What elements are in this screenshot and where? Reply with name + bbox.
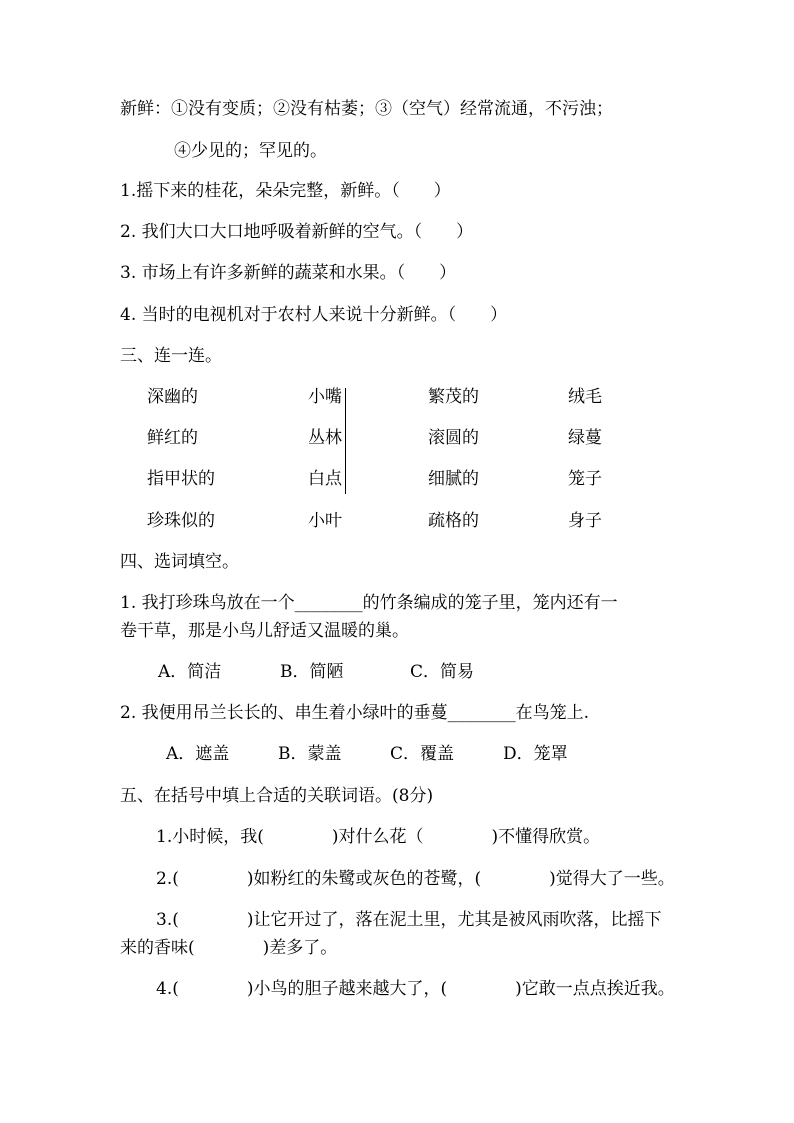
match-word-r1c1: 深幽的	[147, 387, 198, 407]
conjunction-question-2: 2.( )如粉红的朱鹭或灰色的苍鹭，( )觉得大了一些。	[156, 869, 675, 889]
section-3-title: 三、连一连。	[120, 346, 222, 366]
match-word-r1c3: 繁茂的	[428, 387, 479, 407]
q1-option-a: A．简洁	[158, 662, 222, 682]
section-4-title: 四、选词填空。	[120, 552, 239, 572]
section-5-title: 五、在括号中填上合适的关联词语。(8分)	[120, 786, 434, 806]
conjunction-question-4: 4.( )小鸟的胆子越来越大了，( )它敢一点点挨近我。	[156, 979, 675, 999]
match-word-r2c3: 滚圆的	[428, 428, 479, 448]
choice-question-3: 3. 市场上有许多新鲜的蔬菜和水果。（ ）	[120, 263, 457, 283]
match-word-r2c4: 绿蔓	[568, 428, 602, 448]
choice-question-2: 2. 我们大口大口地呼吸着新鲜的空气。（ ）	[120, 222, 474, 242]
match-word-r4c2: 小叶	[308, 511, 342, 531]
definition-line-1: 新鲜：①没有变质；②没有枯萎；③（空气）经常流通，不污浊；	[120, 99, 613, 119]
choice-question-1: 1.摇下来的桂花，朵朵完整，新鲜。（ ）	[120, 181, 451, 201]
q1-option-b: B．简陋	[280, 662, 344, 682]
connecting-line	[345, 388, 346, 494]
q2-option-a: A．遮盖	[166, 744, 230, 764]
definition-line-2: ④少见的；罕见的。	[174, 141, 327, 161]
match-word-r2c1: 鲜红的	[147, 428, 198, 448]
q2-option-d: D．笼罩	[503, 744, 568, 764]
conjunction-question-3-line-2: 来的香味( )差多了。	[120, 938, 338, 958]
fill-question-1-line-2: 卷干草，那是小鸟儿舒适又温暖的巢。	[120, 621, 409, 641]
match-word-r3c3: 细腻的	[428, 469, 479, 489]
q2-option-b: B．蒙盖	[278, 744, 342, 764]
match-word-r1c2: 小嘴	[308, 387, 342, 407]
match-word-r3c1: 指甲状的	[147, 469, 215, 489]
match-word-r3c4: 笼子	[568, 469, 602, 489]
match-word-r4c1: 珍珠似的	[147, 511, 215, 531]
match-word-r2c2: 丛林	[308, 428, 342, 448]
q2-option-c: C．覆盖	[390, 744, 455, 764]
match-word-r4c3: 疏格的	[428, 511, 479, 531]
q1-option-c: C．简易	[410, 662, 475, 682]
choice-question-4: 4. 当时的电视机对于农村人来说十分新鲜。（ ）	[120, 305, 508, 325]
conjunction-question-1: 1.小时候，我( )对什么花（ )不懂得欣赏。	[156, 827, 601, 847]
match-word-r1c4: 绒毛	[568, 387, 602, 407]
match-word-r4c4: 身子	[568, 511, 602, 531]
conjunction-question-3-line-1: 3.( )让它开过了，落在泥土里，尤其是被风雨吹落，比摇下	[156, 910, 662, 930]
fill-question-1-line-1: 1. 我打珍珠鸟放在一个________的竹条编成的笼子里，笼内还有一	[120, 593, 618, 613]
fill-question-2: 2. 我便用吊兰长长的、串生着小绿叶的垂蔓________在鸟笼上.	[120, 703, 590, 723]
match-word-r3c2: 白点	[308, 469, 342, 489]
